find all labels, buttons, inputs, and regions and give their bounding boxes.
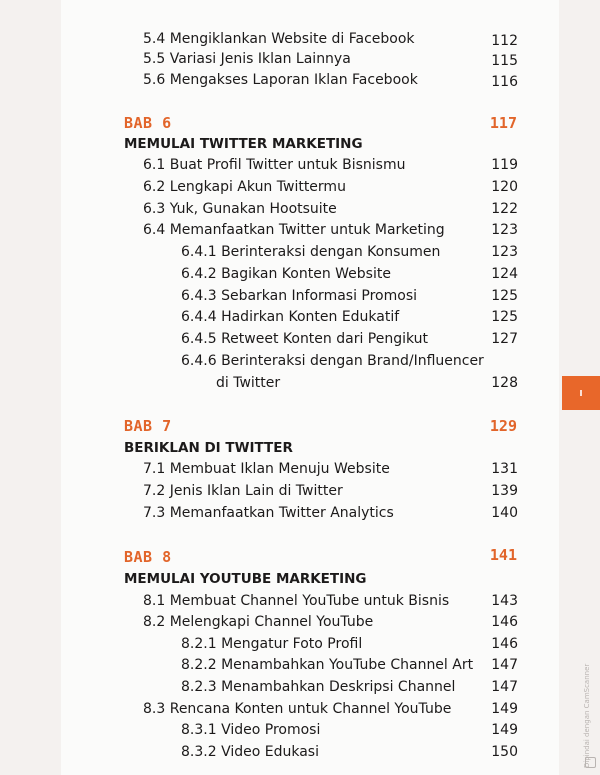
toc-entry-8-1: 8.1 Membuat Channel YouTube untuk Bisnis [143,593,450,609]
page-number-7-2: 139 [491,483,518,499]
toc-entry-8-2-3: 8.2.3 Menambahkan Deskripsi Channel [181,679,456,695]
page-number-7-3: 140 [491,505,518,521]
page-number-7-1: 131 [491,461,518,477]
chapter-heading-6: MEMULAI TWITTER MARKETING [124,136,363,152]
scanner-watermark: Dipindai dengan CamScanner [583,663,591,768]
page-number-8-3: 149 [491,701,518,717]
toc-entry-8-2-1: 8.2.1 Mengatur Foto Profil [181,636,363,652]
toc-entry-8-3-2: 8.3.2 Video Edukasi [181,744,319,760]
page-number-8-3-2: 150 [491,744,518,760]
camscanner-icon [585,757,596,768]
toc-entry-8-3-1: 8.3.1 Video Promosi [181,722,321,738]
chapter-label-8: BAB 8 [124,548,172,566]
page-number-8-1: 143 [491,593,518,609]
toc-entry-6-1: 6.1 Buat Profil Twitter untuk Bisnismu [143,157,406,173]
chapter-label-7: BAB 7 [124,417,172,435]
chapter-page-7: 129 [489,417,517,435]
toc-entry-6-4-1: 6.4.1 Berinteraksi dengan Konsumen [181,244,441,260]
chapter-heading-7: BERIKLAN DI TWITTER [124,440,293,456]
toc-entry-6-4-5: 6.4.5 Retweet Konten dari Pengikut [181,331,429,347]
chapter-heading-8: MEMULAI YOUTUBE MARKETING [124,571,367,587]
toc-entry-8-2: 8.2 Melengkapi Channel YouTube [143,614,374,630]
toc-entry-7-2: 7.2 Jenis Iklan Lain di Twitter [143,483,343,499]
page-number-6-3: 122 [491,201,518,217]
page-number-6-4-4: 125 [491,309,518,325]
toc-entry-7-1: 7.1 Membuat Iklan Menuju Website [143,461,390,477]
page-number-6-2: 120 [491,179,518,195]
toc-entry-6-4-2: 6.4.2 Bagikan Konten Website [181,266,391,282]
page-number-8-3-1: 149 [491,722,518,738]
page-number-5-5: 115 [491,53,518,69]
page-number-6-4-1: 123 [491,244,518,260]
page-number-6-4-3: 125 [491,288,518,304]
page-number-8-2: 146 [491,614,518,630]
toc-entry-6-4-6-continued: di Twitter [216,375,281,391]
chapter-page-6: 117 [489,114,517,132]
toc-entry-8-2-2: 8.2.2 Menambahkan YouTube Channel Art [181,657,474,673]
toc-entry-7-3: 7.3 Memanfaatkan Twitter Analytics [143,505,394,521]
page-number-8-2-3: 147 [491,679,518,695]
page-number-5-4: 112 [491,33,518,49]
page-number-8-2-2: 147 [491,657,518,673]
page-number-8-2-1: 146 [491,636,518,652]
page-number-6-4: 123 [491,222,518,238]
toc-entry-6-2: 6.2 Lengkapi Akun Twittermu [143,179,346,195]
chapter-page-8: 141 [489,546,517,564]
toc-entry-6-4-6: 6.4.6 Berinteraksi dengan Brand/Influencer [181,353,484,369]
toc-entry-6-4: 6.4 Memanfaatkan Twitter untuk Marketing [143,222,445,238]
page-number-6-4-5: 127 [491,331,518,347]
page-number-6-1: 119 [491,157,518,173]
chapter-label-6: BAB 6 [124,114,172,132]
toc-entry-5-5: 5.5 Variasi Jenis Iklan Lainnya [143,51,351,67]
toc-entry-6-4-3: 6.4.3 Sebarkan Informasi Promosi [181,288,418,304]
page-number-6-4-2: 124 [491,266,518,282]
toc-entry-5-6: 5.6 Mengakses Laporan Iklan Facebook [143,72,418,88]
toc-entry-6-4-4: 6.4.4 Hadirkan Konten Edukatif [181,309,400,325]
toc-entry-6-3: 6.3 Yuk, Gunakan Hootsuite [143,201,337,217]
toc-entry-8-3: 8.3 Rencana Konten untuk Channel YouTube [143,701,452,717]
chapter-side-tab [562,376,600,410]
page-number-5-6: 116 [491,74,518,90]
toc-entry-5-4: 5.4 Mengiklankan Website di Facebook [143,31,415,47]
page-number-6-4-6: 128 [491,375,518,391]
